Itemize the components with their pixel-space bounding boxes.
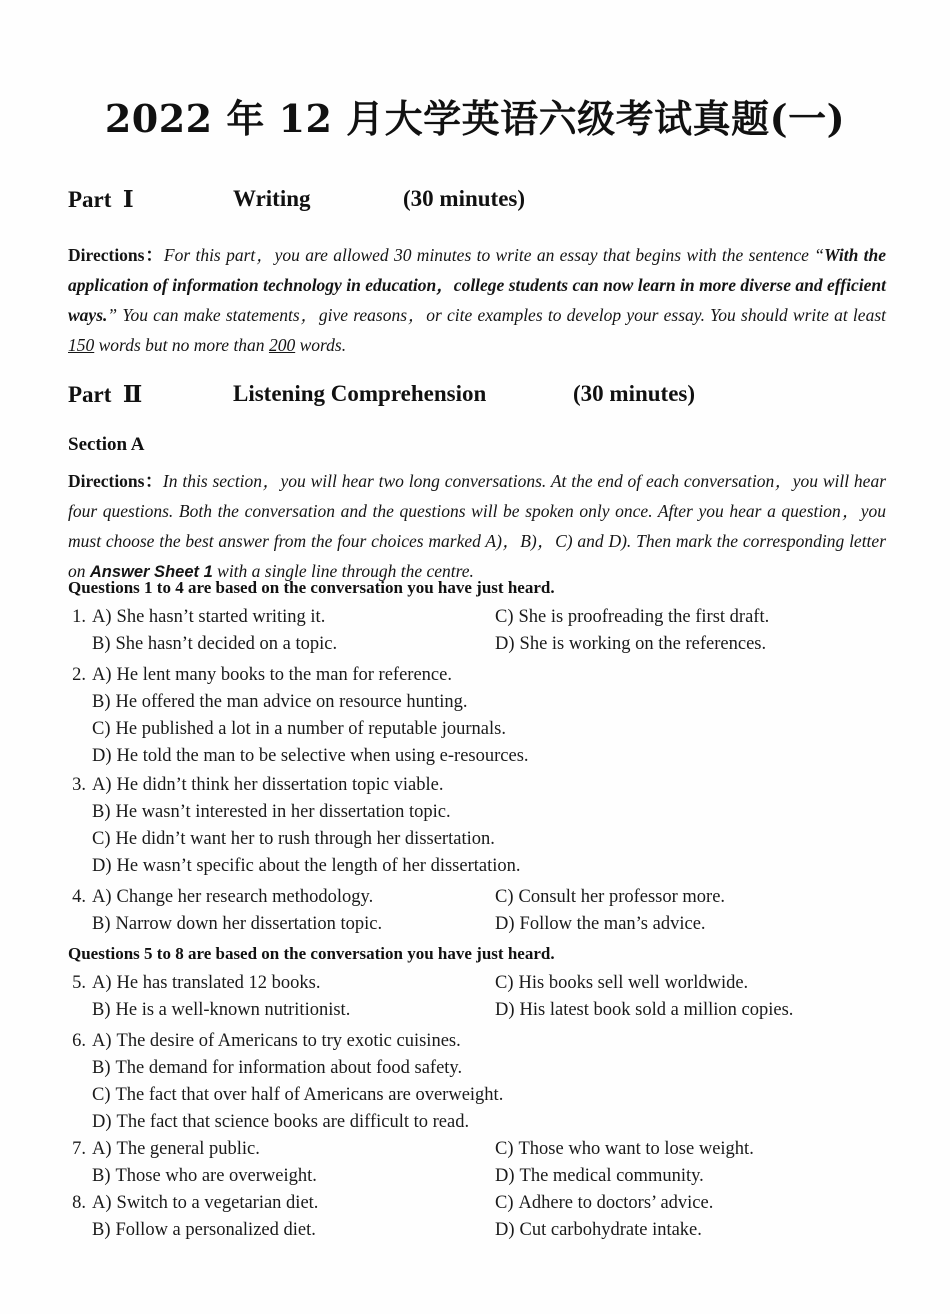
- option-8-C[interactable]: C) Adhere to doctors’ advice.: [495, 1193, 714, 1213]
- part-1-numeral: Ⅰ: [122, 187, 134, 212]
- directions-label: Directions：: [68, 245, 164, 265]
- option-4-B[interactable]: B) Narrow down her dissertation topic.: [92, 914, 383, 934]
- option-7-B[interactable]: B) Those who are overweight.: [92, 1166, 317, 1186]
- question-row: [62, 799, 892, 826]
- question-row: [62, 662, 892, 689]
- option-8-D[interactable]: D) Cut carbohydrate intake.: [495, 1220, 702, 1240]
- question-number-7: 7.: [72, 1139, 86, 1159]
- option-8-B[interactable]: B) Follow a personalized diet.: [92, 1220, 316, 1240]
- question-block-2: [62, 662, 892, 770]
- part-1-heading: [68, 186, 888, 213]
- max-word-count: 200: [268, 335, 296, 355]
- option-7-D[interactable]: D) The medical community.: [495, 1166, 704, 1186]
- question-number-2: 2.: [72, 665, 86, 685]
- question-row: [62, 1190, 892, 1217]
- answer-sheet-reference: Answer Sheet 1: [89, 563, 213, 581]
- question-block-6: [62, 1028, 892, 1136]
- question-row: [62, 1163, 892, 1190]
- option-text: He has translated 12 books.: [116, 973, 321, 993]
- question-row: [62, 631, 892, 658]
- option-6-D[interactable]: D) The fact that science books are difficult to read.: [92, 1112, 470, 1132]
- option-text: The fact that science books are difficult to read.: [116, 1112, 470, 1132]
- directions-text-mid: ” You can make statements，give reasons，or cite examples to develop your essay. You should write at least: [107, 305, 886, 325]
- question-number-4: 4.: [72, 887, 86, 907]
- option-text: Switch to a vegetarian diet.: [116, 1193, 319, 1213]
- option-3-B[interactable]: B) He wasn’t interested in her dissertation topic.: [92, 802, 451, 822]
- question-number-5: 5.: [72, 973, 86, 993]
- option-4-C[interactable]: C) Consult her professor more.: [495, 887, 726, 907]
- question-row: [62, 1082, 892, 1109]
- option-1-D[interactable]: D) She is working on the references.: [495, 634, 767, 654]
- option-text: Adhere to doctors’ advice.: [518, 1193, 714, 1213]
- option-3-A[interactable]: A) He didn’t think her dissertation topic viable.: [92, 775, 444, 795]
- option-5-B[interactable]: B) He is a well-known nutritionist.: [92, 1000, 351, 1020]
- option-text: The desire of Americans to try exotic cuisines.: [116, 1031, 461, 1051]
- question-number-1: 1.: [72, 607, 86, 627]
- option-text: He wasn’t specific about the length of her dissertation.: [116, 856, 521, 876]
- option-text: He offered the man advice on resource hunting.: [115, 692, 468, 712]
- section-a-heading: Section A: [68, 434, 145, 455]
- option-text: He lent many books to the man for reference.: [116, 665, 452, 685]
- option-text: Narrow down her dissertation topic.: [115, 914, 383, 934]
- question-block-7: [62, 1136, 892, 1190]
- option-5-C[interactable]: C) His books sell well worldwide.: [495, 973, 749, 993]
- part-2-name: Listening Comprehension: [233, 381, 487, 406]
- question-block-4: [62, 884, 892, 938]
- option-text: His latest book sold a million copies.: [519, 1000, 794, 1020]
- option-1-B[interactable]: B) She hasn’t decided on a topic.: [92, 634, 338, 654]
- option-text: The general public.: [116, 1139, 260, 1159]
- option-text: His books sell well worldwide.: [518, 973, 749, 993]
- question-row: [62, 826, 892, 853]
- option-2-A[interactable]: A) He lent many books to the man for reference.: [92, 665, 452, 685]
- option-5-D[interactable]: D) His latest book sold a million copies.: [495, 1000, 794, 1020]
- directions-text-lead: In this section，you will hear two long conversations. At the end of each conversation，you will hear four questions. Both the conversation and the questions will be spoken only once. After you hear a question，you must choose the best answer from the four choices marked A)，B)，C) and D). Then mark the corresponding letter on: [68, 471, 887, 581]
- option-2-C[interactable]: C) He published a lot in a number of reputable journals.: [92, 719, 506, 739]
- question-row: [62, 853, 892, 880]
- option-text: She hasn’t started writing it.: [116, 607, 326, 627]
- question-row: [62, 1217, 892, 1244]
- option-2-D[interactable]: D) He told the man to be selective when using e-resources.: [92, 746, 529, 766]
- question-number-8: 8.: [72, 1193, 86, 1213]
- question-row: [62, 884, 892, 911]
- option-text: The fact that over half of Americans are overweight.: [115, 1085, 504, 1105]
- option-text: The medical community.: [519, 1166, 704, 1186]
- directions-text-between: words but no more than: [94, 335, 269, 355]
- directions-text-lead: For this part，you are allowed 30 minutes to write an essay that begins with the sentence “: [163, 245, 824, 265]
- essay-prompt-sentence: With the application of information technology in education，college students can now learn in more diverse and efficient ways.: [68, 245, 886, 325]
- option-text: He wasn’t interested in her dissertation topic.: [115, 802, 451, 822]
- question-block-5: [62, 970, 892, 1024]
- option-text: The demand for information about food safety.: [115, 1058, 463, 1078]
- part-2-directions: [68, 466, 886, 587]
- question-row: [62, 997, 892, 1024]
- min-word-count: 150: [68, 335, 95, 355]
- question-number-3: 3.: [72, 775, 86, 795]
- option-3-C[interactable]: C) He didn’t want her to rush through her dissertation.: [92, 829, 495, 849]
- part-2-heading: [68, 381, 888, 408]
- question-row: [62, 1136, 892, 1163]
- option-6-B[interactable]: B) The demand for information about food safety.: [92, 1058, 463, 1078]
- option-text: Those who want to lose weight.: [518, 1139, 754, 1159]
- option-text: He published a lot in a number of reputable journals.: [115, 719, 506, 739]
- question-number-6: 6.: [72, 1031, 86, 1051]
- question-row: [62, 911, 892, 938]
- question-row: [62, 1055, 892, 1082]
- option-1-A[interactable]: A) She hasn’t started writing it.: [92, 607, 326, 627]
- option-8-A[interactable]: A) Switch to a vegetarian diet.: [92, 1193, 319, 1213]
- question-row: [62, 743, 892, 770]
- directions-text-tail: with a single line through the centre.: [212, 561, 474, 581]
- part-1-label: Part Ⅰ: [68, 187, 134, 212]
- question-row: [62, 772, 892, 799]
- option-text: Follow the man’s advice.: [519, 914, 706, 934]
- option-text: Consult her professor more.: [518, 887, 726, 907]
- option-text: Follow a personalized diet.: [115, 1220, 316, 1240]
- option-2-B[interactable]: B) He offered the man advice on resource hunting.: [92, 692, 468, 712]
- question-row: [62, 604, 892, 631]
- part-1-directions: [68, 240, 886, 360]
- option-text: Those who are overweight.: [115, 1166, 317, 1186]
- part-2-time-limit: (30 minutes): [573, 381, 696, 406]
- option-text: She hasn’t decided on a topic.: [115, 634, 338, 654]
- part-1-name: Writing: [233, 186, 311, 211]
- part-2-label: Part Ⅱ: [68, 382, 143, 407]
- option-text: She is proofreading the first draft.: [518, 607, 770, 627]
- question-block-1: [62, 604, 892, 658]
- part-1-time-limit: (30 minutes): [403, 186, 526, 211]
- option-text: Cut carbohydrate intake.: [519, 1220, 702, 1240]
- option-text: He didn’t think her dissertation topic viable.: [116, 775, 444, 795]
- page-title: 2022 年 12 月大学英语六级考试真题(一): [104, 96, 846, 141]
- option-1-C[interactable]: C) She is proofreading the first draft.: [495, 607, 770, 627]
- part-2-numeral: Ⅱ: [122, 382, 143, 407]
- option-6-A[interactable]: A) The desire of Americans to try exotic cuisines.: [92, 1031, 461, 1051]
- option-text: She is working on the references.: [519, 634, 767, 654]
- question-row: [62, 689, 892, 716]
- question-row: [62, 1109, 892, 1136]
- option-7-C[interactable]: C) Those who want to lose weight.: [495, 1139, 754, 1159]
- option-7-A[interactable]: A) The general public.: [92, 1139, 260, 1159]
- directions-label: Directions：: [68, 471, 163, 491]
- option-4-A[interactable]: A) Change her research methodology.: [92, 887, 374, 907]
- option-4-D[interactable]: D) Follow the man’s advice.: [495, 914, 706, 934]
- option-text: He didn’t want her to rush through her dissertation.: [115, 829, 495, 849]
- question-row: [62, 716, 892, 743]
- question-row: [62, 1028, 892, 1055]
- directions-text-tail: words.: [295, 335, 347, 355]
- option-text: He told the man to be selective when using e-resources.: [116, 746, 529, 766]
- option-3-D[interactable]: D) He wasn’t specific about the length of her dissertation.: [92, 856, 521, 876]
- question-block-8: [62, 1190, 892, 1244]
- option-text: He is a well-known nutritionist.: [115, 1000, 351, 1020]
- question-group-heading-2: Questions 5 to 8 are based on the conversation you have just heard.: [68, 944, 555, 963]
- option-5-A[interactable]: A) He has translated 12 books.: [92, 973, 321, 993]
- question-block-3: [62, 772, 892, 880]
- option-6-C[interactable]: C) The fact that over half of Americans are overweight.: [92, 1085, 504, 1105]
- option-text: Change her research methodology.: [116, 887, 374, 907]
- question-row: [62, 970, 892, 997]
- question-group-heading-1: Questions 1 to 4 are based on the conversation you have just heard.: [68, 578, 555, 597]
